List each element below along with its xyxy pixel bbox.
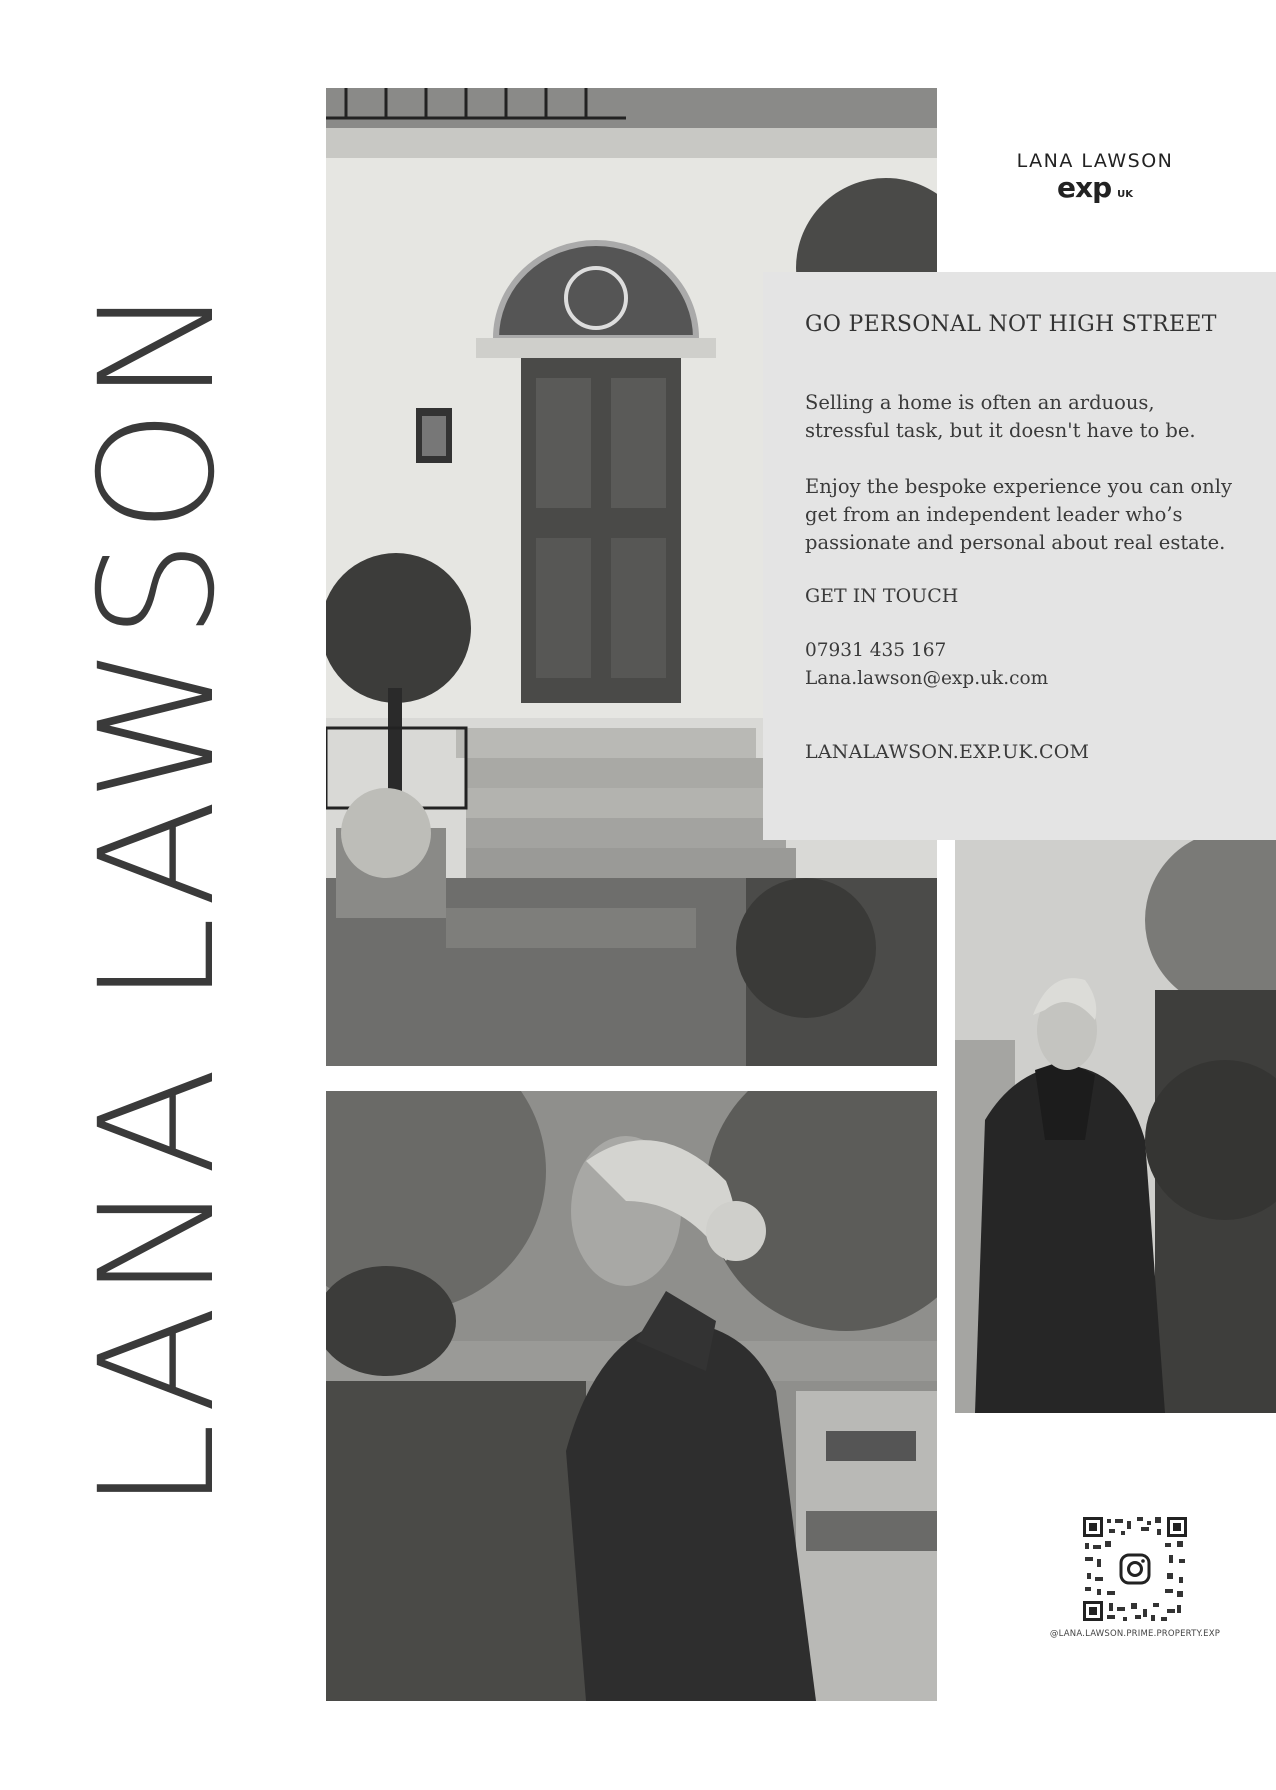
phone-number[interactable]: 07931 435 167 bbox=[805, 640, 947, 661]
exp-logo bbox=[1010, 171, 1180, 204]
info-paragraph-1: Selling a home is often an arduous, stressful task, but it doesn't have to be. bbox=[805, 391, 1196, 442]
get-in-touch-label: GET IN TOUCH bbox=[805, 585, 959, 607]
info-panel bbox=[763, 272, 1276, 840]
contact-details bbox=[805, 637, 1234, 693]
brand-block bbox=[1010, 150, 1180, 202]
vertical-name-title: LANA LAWSON bbox=[66, 278, 250, 1512]
qr-code-block bbox=[1040, 1515, 1230, 1639]
woman-profile-photo bbox=[326, 1091, 937, 1701]
woman-smiling-photo bbox=[955, 840, 1276, 1413]
exp-logo-suffix: UK bbox=[1117, 189, 1133, 200]
exp-logo-text: exp bbox=[1057, 171, 1112, 204]
qr-code[interactable] bbox=[1081, 1515, 1189, 1623]
instagram-handle[interactable]: @LANA.LAWSON.PRIME.PROPERTY.EXP bbox=[1049, 1629, 1221, 1639]
instagram-icon bbox=[1115, 1549, 1155, 1589]
brand-name: LANA LAWSON bbox=[1016, 150, 1174, 172]
website-link[interactable]: LANALAWSON.EXP.UK.COM bbox=[805, 741, 1090, 763]
email-address[interactable]: Lana.lawson@exp.uk.com bbox=[805, 668, 1049, 689]
info-paragraph-2: Enjoy the bespoke experience you can only get from an independent leader who’s passionate and personal about real estate. bbox=[805, 475, 1232, 554]
info-heading: GO PERSONAL NOT HIGH STREET bbox=[805, 312, 1217, 337]
